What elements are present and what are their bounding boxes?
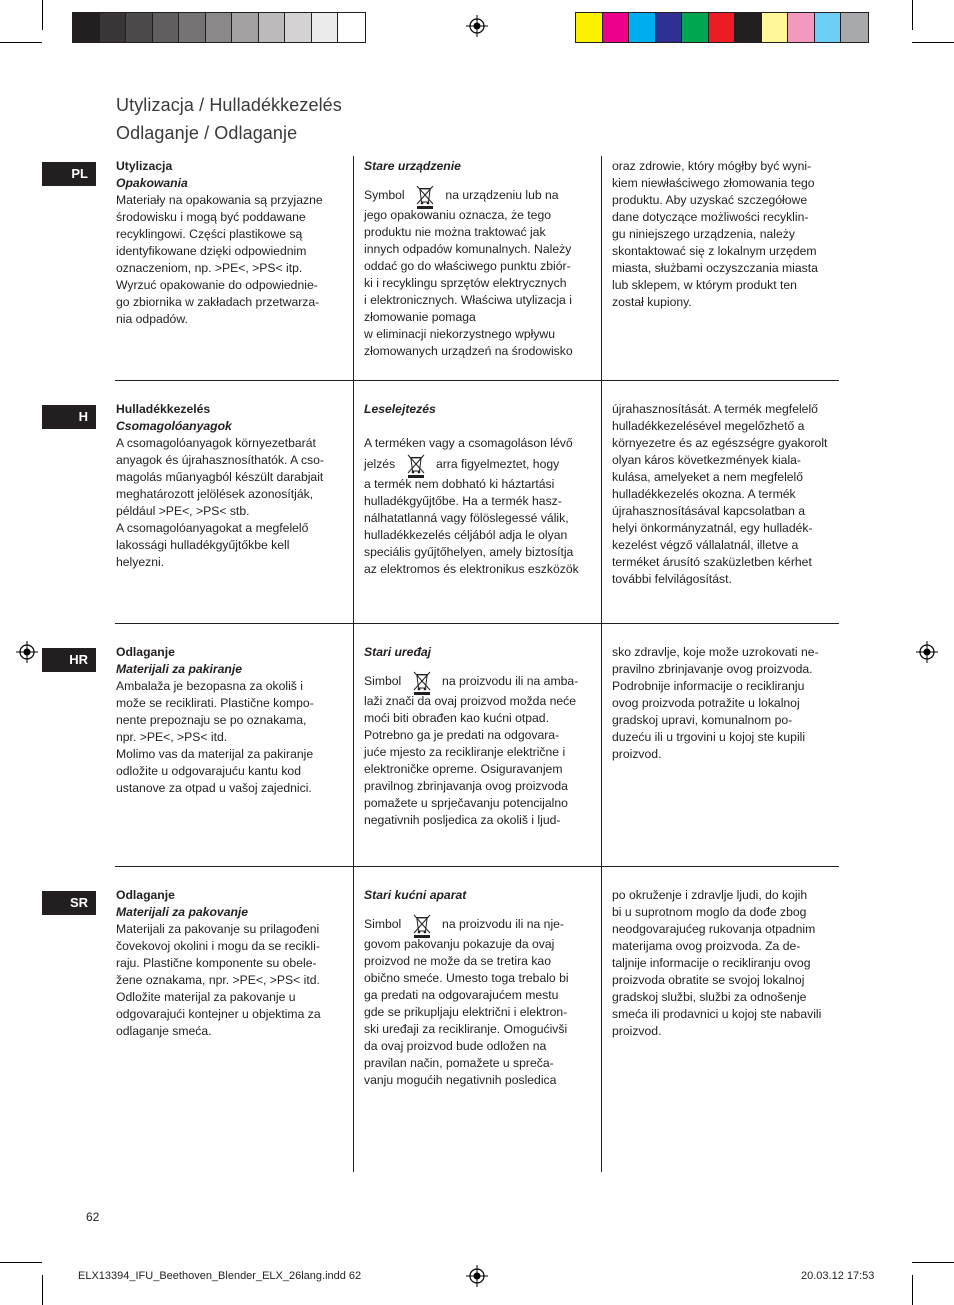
color-swatch (259, 13, 286, 42)
section-separator (115, 866, 839, 867)
color-swatch (153, 13, 180, 42)
old-appliance-column (364, 158, 598, 360)
section-subheading: Leselejtezés (364, 402, 436, 416)
symbol-label: Symbol (364, 188, 405, 203)
color-swatch (576, 13, 603, 42)
color-swatch (762, 13, 789, 42)
section-subheading: Materijali za pakovanje (116, 905, 249, 919)
page-title: Utylizacja / Hulladékkezelés (116, 95, 342, 115)
section-subheading: Stare urządzenie (364, 159, 461, 173)
info-text: újrahasznosítását. A termék megfelelő hulladékkezelésével megelőzhető a környezetre és az egészségre gyakorolt olyan káros következmények kiala- kulása, amelyeket a nem megfelelő hulladékkezelés okozna. A termék újrahasznosításával kapcsolatban a helyi önkormányzatnál, egy hulladék- kezelést végző vállalatnál, illetve a terméket árusító szaküzletben kérhet további felvilágosítást. (612, 402, 828, 586)
info-text: po okruženje i zdravlje ljudi, do kojih bi u suprotnom moglo da dođe zbog neodgovarajućeg rukovanja otpadnim materijama ovog proizvoda. Za de- taljnije informacije o recikliranju ovog proizvoda obratite se svojoj lokalnoj gradskoj službi, službi za odnošenje smeća ili prodavnici u kojoj ste nabavili proizvod. (612, 888, 822, 1038)
packaging-column (116, 644, 348, 797)
section-heading: Odlaganje (116, 888, 175, 902)
symbol-text: arra figyelmeztet, hogy (435, 457, 560, 472)
color-swatch (100, 13, 127, 42)
disposal-text: a termék nem dobható ki háztartási hulladékgyűjtőbe. Ha a termék hasz- nálhatatlanná vagy fölöslegessé válik, hulladékkezelés céljából adja le olyan speciális gyűjtőhelyen, amely biztosítja az elektromos és elektronikus eszközök (364, 477, 579, 576)
disposal-text: govom pakovanju pokazuje da ovaj proizvod ne može da se tretira kao obično smeće. Umesto toga trebalo bi ga predati na odgovarajućem mestu gde se prikupljaju električni i elektron- ski uređaji za recikliranje. Omogućivši da ovaj proizvod bude odložen na pravilan način, pomažete u spreča- vanju mogućih negativnih posledica (364, 937, 569, 1087)
symbol-label: jelzés (364, 457, 396, 472)
section-subheading: Materijali za pakiranje (116, 662, 242, 676)
column-divider (353, 156, 354, 1172)
info-column (612, 887, 844, 1040)
footer-date: 20.03.12 17:53 (801, 1270, 875, 1282)
column-divider (601, 156, 602, 1172)
page-number: 62 (86, 1210, 100, 1224)
info-column (612, 158, 844, 311)
packaging-text: Ambalaža je bezopasna za okoliš i može se reciklirati. Plastične kompo- nente prepoznaju se po oznakama, npr. >PE<, >PS< itd. Molimo vas da materijal za pakiranje odložite u odgovarajuću kantu kod ustanove za otpad u vašoj zajednici. (116, 679, 314, 795)
symbol-label: Simbol (364, 674, 402, 689)
packaging-column (116, 887, 348, 1040)
language-tag: HR (42, 648, 96, 672)
registration-mark-icon (466, 15, 488, 37)
section-heading: Hulladékkezelés (116, 402, 211, 416)
info-text: sko zdravlje, koje može uzrokovati ne- pravilno zbrinjavanje ovog proizvoda. Podrobnije informacije o recikliranju ovog proizvoda potražite u lokalnoj gradskoj upravi, komunalnom po- duzeću ili u trgovini u kojoj ste kupili proizvod. (612, 645, 819, 761)
packaging-text: Materijali za pakovanje su prilagođeni čovekovoj okolini i mogu da se recikli- raju. Plastične komponente su obele- žene oznakama, npr. >PE<, >PS< itd. Odložite materijal za pakovanje u odgovarajući kontejner u objektima za odlaganje smeća. (116, 922, 321, 1038)
section-subheading: Csomagolóanyagok (116, 419, 232, 433)
weee-bin-icon (411, 669, 433, 695)
registration-mark-icon (916, 641, 938, 663)
info-column (612, 401, 844, 588)
footer-filename: ELX13394_IFU_Beethoven_Blender_ELX_26lang.indd 62 (78, 1270, 362, 1282)
color-swatch (629, 13, 656, 42)
color-swatch (788, 13, 815, 42)
language-tag: PL (42, 162, 96, 186)
color-swatch (603, 13, 630, 42)
symbol-text: na urządzeniu lub na (445, 188, 559, 203)
language-tag: SR (42, 891, 96, 915)
old-appliance-column (364, 644, 598, 829)
color-swatch (312, 13, 339, 42)
color-swatch (815, 13, 842, 42)
disposal-text: jego opakowaniu oznacza, że tego produktu nie można traktować jak innych odpadów komunalnych. Należy oddać go do właściwego punktu zbiór- ki i recyklingu sprzętów elektrycznych i elektronicznych. Właściwa utylizacja i złomowanie pomaga w eliminacji niekorzystnego wpływu złomowanych urządzeń na środowisko (364, 208, 573, 358)
old-appliance-column (364, 401, 598, 578)
color-swatch (126, 13, 153, 42)
packaging-column (116, 158, 348, 328)
packaging-text: A csomagolóanyagok környezetbarát anyagok és újrahasznosíthatók. A cso- magolás műanyagból készült darabjait meghatározott jelölések azonosítják, például >PE<, >PS< stb. A csomagolóanyagokat a megfelelő lakossági hulladékgyűjtőkbe kell helyezni. (116, 436, 324, 569)
section-heading: Utylizacja (116, 159, 173, 173)
section-subheading: Stari kućni aparat (364, 888, 467, 902)
section-heading: Odlaganje (116, 645, 175, 659)
crop-mark (0, 42, 42, 43)
process-color-bar (575, 12, 869, 43)
symbol-text: na proizvodu ili na nje- (442, 917, 564, 932)
crop-mark (912, 1275, 913, 1305)
color-swatch (338, 13, 365, 42)
old-appliance-column (364, 887, 598, 1089)
weee-bin-icon (411, 912, 433, 938)
crop-mark (0, 1262, 42, 1263)
color-swatch (841, 13, 868, 42)
grayscale-color-bar (72, 12, 366, 43)
crop-mark (912, 1262, 954, 1263)
disposal-text: laži znači da ovaj proizvod možda neće moći biti obrađen kao kućni otpad. Potrebno ga je predati na odgovara- juće mjesto za recikliranje električne i elektroničke opreme. Osiguravanjem pravilnog zbrinjavanja ovog proizvoda pomažete u sprječavanju potencijalno negativnih posljedica za okoliš i ljud- (364, 694, 577, 827)
registration-mark-icon (16, 641, 38, 663)
info-text: oraz zdrowie, który mógłby być wyni- kiem niewłaściwego złomowania tego produktu. Aby uzyskać szczegółowe dane dotyczące możliwości recyklin- gu niniejszego urządzenia, należy skontaktować się z lokalnym urzędem miasta, służbami oczyszczania miasta lub sklepem, w którym produkt ten został kupiony. (612, 159, 818, 309)
color-swatch (735, 13, 762, 42)
page-subtitle: Odlaganje / Odlaganje (116, 123, 298, 143)
disposal-intro: A terméken vagy a csomagoláson lévő (364, 436, 573, 450)
section-separator (115, 380, 839, 381)
color-swatch (206, 13, 233, 42)
symbol-label: Simbol (364, 917, 402, 932)
color-swatch (682, 13, 709, 42)
crop-mark (912, 0, 913, 30)
crop-mark (42, 1275, 43, 1305)
language-tag: H (42, 405, 96, 429)
symbol-text: na proizvodu ili na amba- (442, 674, 579, 689)
section-separator (115, 623, 839, 624)
info-column (612, 644, 844, 763)
color-swatch (232, 13, 259, 42)
packaging-text: Materiały na opakowania są przyjazne środowisku i mogą być poddawane recyklingowi. Części plastikowe są identyfikowane dzięki odpowiednim oznaczeniom, np. >PE<, >PS< itp. Wyrzuć opakowanie do odpowiednie- go zbiornika w zakładach przetwarza- nia odpadów. (116, 193, 323, 326)
section-subheading: Stari uređaj (364, 645, 432, 659)
registration-mark-icon (466, 1265, 488, 1287)
weee-bin-icon (414, 183, 436, 209)
color-swatch (709, 13, 736, 42)
crop-mark (42, 0, 43, 30)
packaging-column (116, 401, 348, 571)
color-swatch (73, 13, 100, 42)
crop-mark (912, 42, 954, 43)
weee-bin-icon (405, 452, 427, 478)
color-swatch (656, 13, 683, 42)
color-swatch (285, 13, 312, 42)
section-subheading: Opakowania (116, 176, 188, 190)
color-swatch (179, 13, 206, 42)
